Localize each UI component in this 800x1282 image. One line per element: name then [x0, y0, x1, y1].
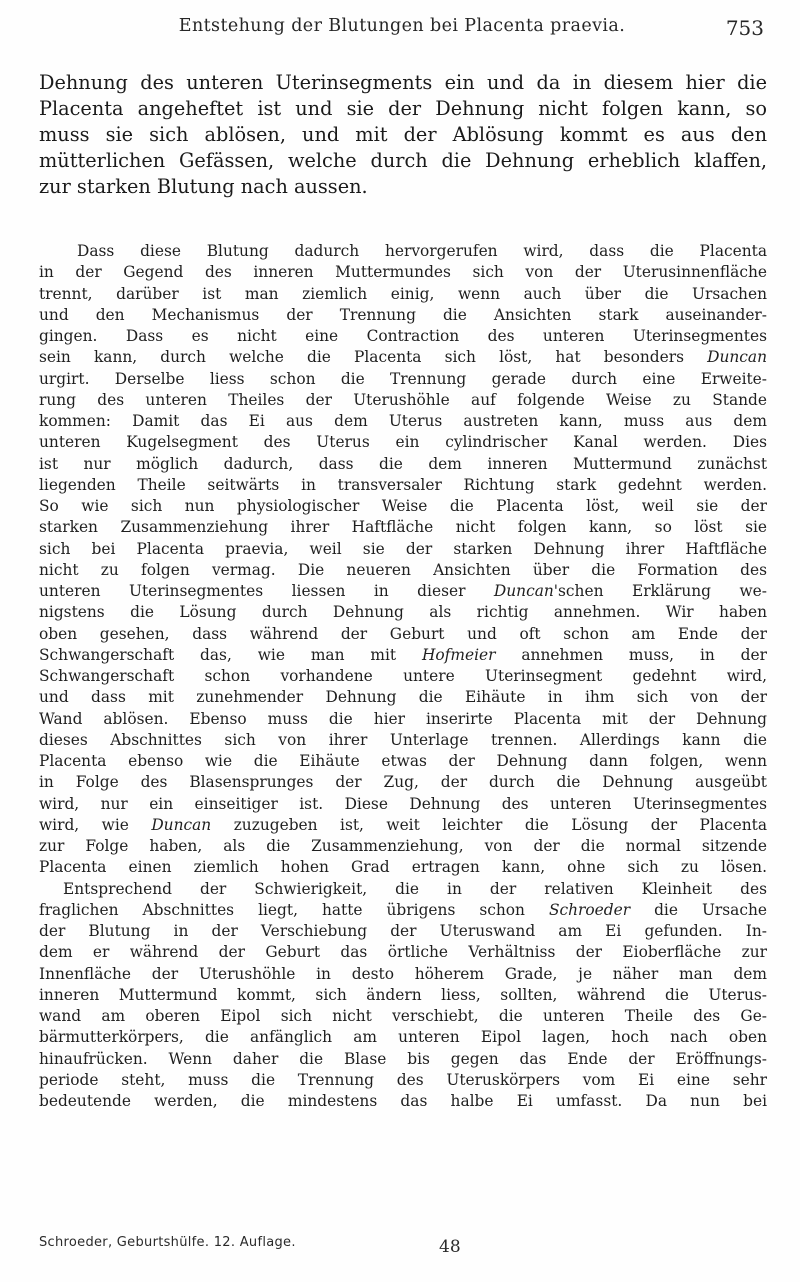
- text-line: So wie sich nun physiologischer Weise die Placenta löst, weil sie der: [39, 497, 767, 515]
- text-line: wird, nur ein einseitiger ist. Diese Dehnung des unteren Uterinsegmentes: [39, 794, 767, 813]
- text-line: kommen: Damit das Ei aus dem Uterus austreten kann, muss aus dem: [39, 412, 767, 430]
- running-head: [40, 16, 764, 46]
- text-line: Dehnung des unteren Uterinsegments ein und da in diesem hier die: [39, 71, 767, 94]
- text-line: nigstens die Lösung durch Dehnung als richtig annehmen. Wir haben: [39, 603, 767, 622]
- author-name-duncan: Duncan: [493, 582, 554, 600]
- text-line: und den Mechanismus der Trennung die Ansichten stark auseinander-: [39, 305, 767, 324]
- text-segment: sein kann, durch welche die Placenta sich löst, hat besonders: [39, 348, 708, 367]
- text-line: der Blutung in der Verschiebung der Uteruswand am Ei gefunden. In-: [39, 922, 767, 940]
- signature-mark: 48: [439, 1237, 461, 1257]
- text-line: [39, 347, 767, 368]
- text-line: dem er während der Geburt das örtliche Verhältniss der Eioberfläche zur: [39, 943, 767, 962]
- text-segment: unteren Uterinsegmentes liessen in dieser: [39, 582, 494, 600]
- author-name-schroeder: Schroeder: [548, 900, 631, 919]
- text-line: [39, 815, 767, 836]
- text-line: bärmutterkörpers, die anfänglich am unteren Eipol lagen, hoch nach oben: [39, 1028, 767, 1047]
- text-line: periode steht, muss die Trennung des Uteruskörpers vom Ei eine sehr: [39, 1070, 767, 1089]
- text-segment: 'schen Erklärung we-: [553, 582, 767, 600]
- text-line: hinaufrücken. Wenn daher die Blase bis gegen das Ende der Eröffnungs-: [39, 1049, 767, 1068]
- text-line: Placenta einen ziemlich hohen Grad ertragen kann, ohne sich zu lösen.: [39, 858, 767, 877]
- text-line: inneren Muttermund kommt, sich ändern liess, sollten, während die Uterus-: [39, 985, 767, 1004]
- text-line: wand am oberen Eipol sich nicht verschiebt, die unteren Theile des Ge-: [39, 1007, 767, 1025]
- text-line: trennt, darüber ist man ziemlich einig, wenn auch über die Ursachen: [39, 284, 767, 303]
- text-segment: fraglichen Abschnittes liegt, hatte übrigens schon: [39, 900, 549, 919]
- lead-paragraph: [39, 70, 767, 200]
- author-name-duncan: Duncan: [151, 815, 212, 834]
- page-footer: [39, 1231, 767, 1259]
- text-segment: zuzugeben ist, weit leichter die Lösung der Placenta: [211, 815, 767, 834]
- author-name-duncan: Duncan: [707, 348, 767, 367]
- page-number: 753: [725, 16, 764, 40]
- text-line: Entsprechend der Schwierigkeit, die in der relativen Kleinheit des: [63, 879, 767, 898]
- text-line: zur starken Blutung nach aussen.: [39, 175, 368, 198]
- text-line: und dass mit zunehmender Dehnung die Eihäute in ihm sich von der: [39, 688, 767, 707]
- text-line: [39, 900, 767, 921]
- text-line: sich bei Placenta praevia, weil sie der starken Dehnung ihrer Haftfläche: [39, 539, 767, 558]
- text-line: rung des unteren Theiles der Uterushöhle auf folgende Weise zu Stande: [39, 390, 767, 409]
- footer-citation: Schroeder, Geburtshülfe. 12. Auflage.: [39, 1235, 296, 1250]
- text-line: Placenta ebenso wie die Eihäute etwas der Dehnung dann folgen, wenn: [39, 752, 767, 770]
- text-line: oben gesehen, dass während der Geburt und oft schon am Ende der: [39, 624, 767, 643]
- author-name-hofmeier: Hofmeier: [421, 645, 496, 664]
- text-line: liegenden Theile seitwärts in transversaler Richtung stark gedehnt werden.: [39, 475, 767, 494]
- text-line: Placenta angeheftet ist und sie der Dehnung nicht folgen kann, so: [39, 97, 767, 120]
- text-line: ist nur möglich dadurch, dass die dem inneren Muttermund zunächst: [39, 454, 767, 473]
- text-line: muss sie sich ablösen, und mit der Ablösung kommt es aus den: [39, 123, 767, 146]
- text-line: in Folge des Blasensprunges der Zug, der durch die Dehnung ausgeübt: [39, 773, 767, 792]
- body-paragraph: [39, 241, 767, 1112]
- text-line: in der Gegend des inneren Muttermundes sich von der Uterusinnenfläche: [39, 263, 767, 282]
- text-line: zur Folge haben, als die Zusammenziehung, von der die normal sitzende: [39, 837, 767, 855]
- text-line: urgirt. Derselbe liess schon die Trennung gerade durch eine Erweite-: [39, 369, 767, 388]
- text-segment: die Ursache: [630, 900, 767, 919]
- text-line: mütterlichen Gefässen, welche durch die Dehnung erheblich klaffen,: [39, 149, 767, 172]
- text-line: starken Zusammenziehung ihrer Haftfläche nicht folgen kann, so löst sie: [39, 518, 767, 537]
- text-segment: annehmen muss, in der: [495, 645, 767, 664]
- text-line: gingen. Dass es nicht eine Contraction des unteren Uterinsegmentes: [39, 327, 767, 345]
- text-line: dieses Abschnittes sich von ihrer Unterlage trennen. Allerdings kann die: [39, 730, 767, 749]
- text-segment: wird, wie: [39, 815, 152, 834]
- text-line: bedeutende werden, die mindestens das halbe Ei umfasst. Da nun bei: [39, 1092, 767, 1110]
- text-line: [39, 645, 767, 666]
- text-line: Innenfläche der Uterushöhle in desto höherem Grade, je näher man dem: [39, 964, 767, 983]
- text-line: Wand ablösen. Ebenso muss die hier inserirte Placenta mit der Dehnung: [39, 709, 767, 728]
- text-line: nicht zu folgen vermag. Die neueren Ansichten über die Formation des: [39, 560, 767, 579]
- text-line: unteren Kugelsegment des Uterus ein cylindrischer Kanal werden. Dies: [39, 433, 767, 452]
- text-segment: Schwangerschaft das, wie man mit: [39, 645, 422, 664]
- running-title: Entstehung der Blutungen bei Placenta praevia.: [178, 16, 626, 36]
- text-line: Schwangerschaft schon vorhandene untere Uterinsegment gedehnt wird,: [39, 667, 767, 685]
- text-line: [39, 581, 767, 602]
- text-line: Dass diese Blutung dadurch hervorgerufen wird, dass die Placenta: [77, 242, 767, 260]
